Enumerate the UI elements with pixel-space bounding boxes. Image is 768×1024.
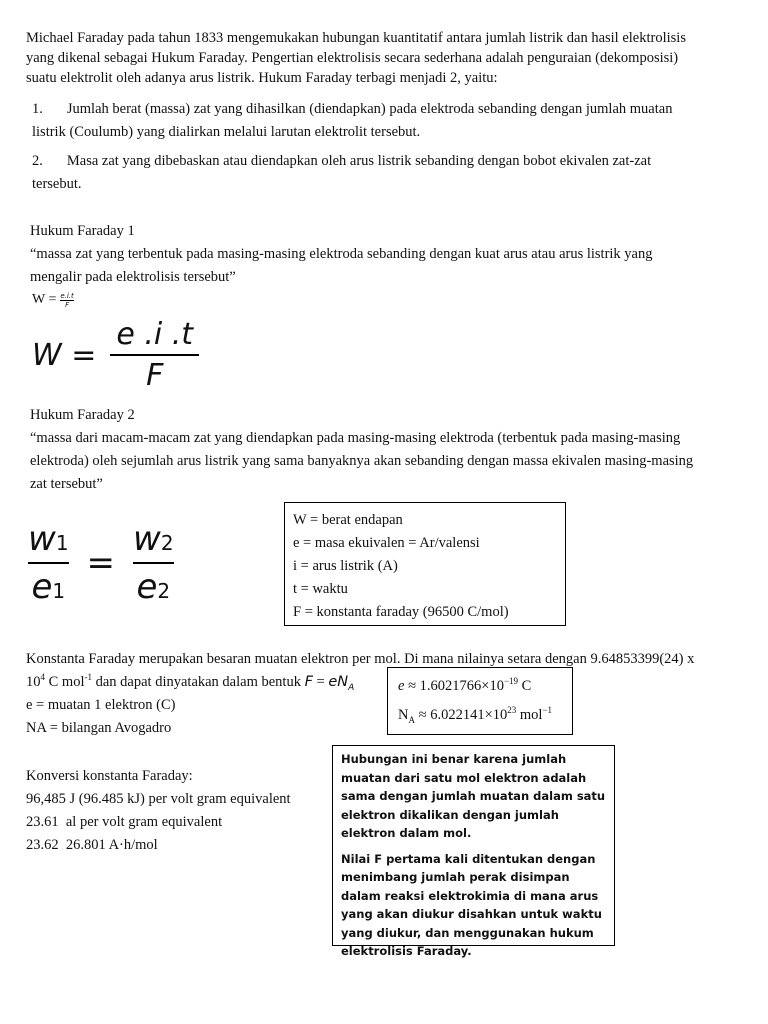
fraction-denominator: F — [65, 300, 70, 309]
big-formula-w — [32, 315, 199, 395]
symbol-sub: A — [408, 714, 415, 725]
subscript: 1 — [55, 531, 69, 555]
legend-item: W = berat endapan — [293, 512, 403, 528]
avogadro-value — [398, 701, 562, 730]
var-w: w — [28, 519, 56, 559]
law2-quote: elektroda) oleh sejumlah arus listrik yang sama banyaknya akan sebanding dengan massa ekivalen masing-masing — [30, 453, 694, 469]
legend-item: F = konstanta faraday (96500 C/mol) — [293, 604, 509, 620]
intro-line: Michael Faraday pada tahun 1833 mengemukakan hubungan kuantitatif antara jumlah listrik dan hasil elektrolisis — [26, 30, 686, 46]
big-fraction — [110, 317, 199, 393]
legend-item: e = masa ekuivalen = Ar/valensi — [293, 535, 480, 551]
intro-paragraph — [26, 28, 756, 88]
value-text: ≈ 6.022141×10 — [414, 707, 508, 723]
unit-text: C mol — [45, 674, 85, 690]
intro-line: yang dikenal sebagai Hukum Faraday. Pengertian elektrolisis secara sederhana adalah penguraian (dekomposisi) — [26, 50, 679, 66]
legend-item: t = waktu — [293, 581, 348, 597]
symbol-n: N — [398, 707, 409, 723]
law1-section — [30, 220, 750, 289]
law2-quote: “massa dari macam-macam zat yang diendapkan pada masing-masing elektroda (terbentuk pada masing-masing — [30, 430, 681, 446]
subscript: 1 — [52, 579, 66, 603]
small-formula — [32, 288, 74, 312]
formula-f: F — [304, 674, 313, 690]
power-base: 10 — [26, 674, 41, 690]
law2-heading: Hukum Faraday 2 — [30, 407, 135, 423]
power-exp: 4 — [40, 672, 45, 683]
formula-lhs: W = — [32, 337, 97, 373]
note-paragraph: Hubungan ini benar karena jumlah muatan dari satu mol elektron adalah sama dengan jumlah muatan dalam satu elektron dikalikan dengan jumlah elektron dalam mol. — [341, 752, 606, 840]
symbol-e: e — [398, 678, 405, 694]
electron-charge-value — [398, 672, 562, 701]
note-paragraph: Nilai F pertama kali ditentukan dengan menimbang jumlah perak disimpan dalam reaksi elektrokimia di mana arus yang akan diukur disahkan untuk waktu yang diukur, dan menggunakan hukum elektrolisis Faraday. — [341, 851, 602, 958]
law-item-1 — [32, 98, 752, 144]
fraction-numerator: e.i.t — [60, 291, 74, 300]
law1-quote: mengalir pada elektrolisis tersebut” — [30, 269, 236, 285]
var-w: w — [133, 519, 161, 559]
note-box — [332, 745, 615, 958]
small-fraction — [60, 292, 73, 309]
law2-section — [30, 404, 760, 496]
conversion-line: 96,485 J (96.485 kJ) per volt gram equivalent — [26, 791, 291, 807]
fraction-numerator: e .i .t — [116, 317, 194, 352]
conversion-heading: Konversi konstanta Faraday: — [26, 768, 193, 784]
value-exp: −19 — [503, 676, 519, 687]
fraction-denominator: F — [146, 358, 164, 393]
formula-sub: A — [348, 682, 355, 693]
law1-heading: Hukum Faraday 1 — [30, 223, 135, 239]
constant-line: Konstanta Faraday merupakan besaran muatan elektron per mol. Di mana nilainya setara dengan 9.64853399(24) x — [26, 651, 695, 667]
constants-values-box — [387, 667, 573, 735]
list-text: listrik (Coulumb) yang dialirkan melalui larutan elektrolit tersebut. — [32, 124, 421, 140]
formula-lhs: W = — [32, 292, 57, 307]
law-item-2 — [32, 150, 752, 196]
na-definition: NA = bilangan Avogadro — [26, 720, 172, 736]
value-exp: 23 — [507, 705, 517, 716]
ratio-formula — [28, 508, 174, 618]
legend-box — [284, 502, 566, 626]
var-e: e — [136, 567, 158, 607]
unit-exp: −1 — [542, 705, 553, 716]
value-unit: C — [518, 678, 532, 694]
formula-ena: eN — [328, 674, 349, 690]
conversion-line: 23.62 26.801 A·h/mol — [26, 837, 158, 853]
formula-eq: = — [312, 674, 329, 690]
list-text: tersebut. — [32, 176, 82, 192]
list-text: Masa zat yang dibebaskan atau diendapkan oleh arus listrik sebanding dengan bobot ekivalen zat-zat — [66, 153, 652, 169]
conversion-section — [26, 765, 326, 857]
subscript: 2 — [157, 579, 171, 603]
body-text: dan dapat dinyatakan dalam bentuk — [91, 674, 305, 690]
e-definition: e = muatan 1 elektron (C) — [26, 697, 176, 713]
value-unit: mol — [516, 707, 543, 723]
legend-item: i = arus listrik (A) — [293, 558, 398, 574]
list-number: 1. — [32, 101, 43, 117]
subscript: 2 — [160, 531, 174, 555]
conversion-line: 23.61 al per volt gram equivalent — [26, 814, 223, 830]
equals-sign: = — [86, 543, 116, 583]
value-text: ≈ 1.6021766×10 — [404, 678, 504, 694]
unit-exp: -1 — [84, 672, 92, 683]
var-e: e — [31, 567, 53, 607]
law1-quote: “massa zat yang terbentuk pada masing-masing elektroda sebanding dengan kuat arus atau arus listrik yang — [30, 246, 653, 262]
ratio-left — [28, 519, 69, 607]
list-number: 2. — [32, 153, 43, 169]
ratio-right — [133, 519, 174, 607]
law2-quote: zat tersebut” — [30, 476, 103, 492]
list-text: Jumlah berat (massa) zat yang dihasilkan (diendapkan) pada elektroda sebanding dengan jumlah muatan — [66, 101, 673, 117]
intro-line: suatu elektrolit oleh adanya arus listrik. Hukum Faraday terbagi menjadi 2, yaitu: — [26, 70, 498, 86]
